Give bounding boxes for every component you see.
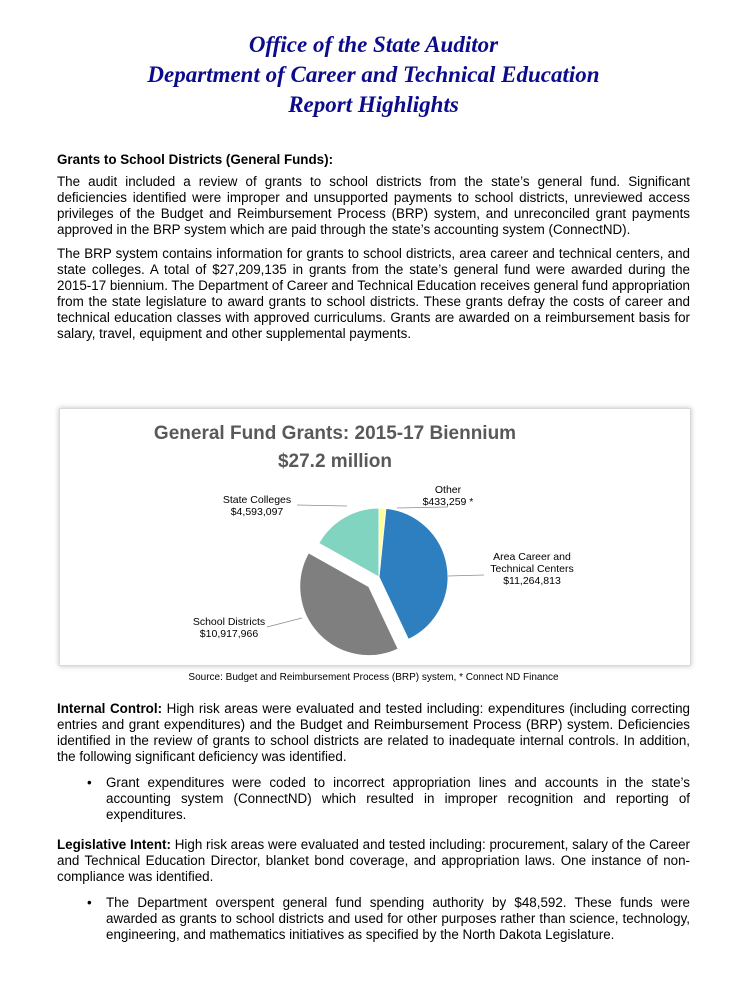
title-line-office: Office of the State Auditor xyxy=(248,32,499,57)
slice-label: Area Career and Technical Centers $11,264,813 xyxy=(490,551,574,587)
chart-container xyxy=(59,408,691,666)
findings-section xyxy=(57,701,690,943)
legislative-intent-bullet xyxy=(57,895,690,943)
slice-label: School Districts $10,917,966 xyxy=(192,616,266,640)
chart-title: General Fund Grants: 2015-17 Biennium xyxy=(153,423,517,444)
legislative-intent-bullet-text: The Department overspent general fund spending authority by $48,592. These funds were awarded as grants to school districts and used for other purposes rather than science, technology, engineering, and mathematics initiatives as specified by the North Dakota Legislature. xyxy=(106,895,690,942)
slice-label: Other $433,259 * xyxy=(422,484,474,508)
pie-slice-area-career-and-technical-centers xyxy=(379,508,448,639)
pie-slices xyxy=(300,508,448,656)
title-line-department: Department of Career and Technical Education xyxy=(147,62,600,87)
internal-control-paragraph xyxy=(57,701,690,765)
title-line-highlights: Report Highlights xyxy=(288,92,459,117)
internal-control-bullet xyxy=(57,775,690,823)
leader-line xyxy=(297,505,347,506)
chart-subtitle: $27.2 million xyxy=(277,451,393,472)
internal-control-list xyxy=(57,775,690,823)
legislative-intent-label: Legislative Intent: xyxy=(57,837,171,852)
bullet-icon: • xyxy=(87,895,92,910)
legislative-intent-list xyxy=(57,895,690,943)
internal-control-bullet-text: Grant expenditures were coded to incorrect appropriation lines and accounts in the state’s accounting system (ConnectND) which resulted in improper recognition and reporting of expenditures. xyxy=(106,775,690,822)
chart-source: Source: Budget and Reimbursement Process (BRP) system, * Connect ND Finance xyxy=(188,672,559,683)
leader-line xyxy=(267,618,302,627)
internal-control-text: High risk areas were evaluated and tested including: expenditures (including correcting entries and grant expenditures) and the Budget and Reimbursement Process (BRP) system. Deficiencies identified in the review of grants to school districts are related to inadequate internal controls. In addition, the following significant deficiency was identified. xyxy=(57,701,690,764)
grants-heading: Grants to School Districts (General Funds): xyxy=(57,152,334,167)
leader-line xyxy=(448,575,484,576)
legislative-intent-text: High risk areas were evaluated and tested including: procurement, salary of the Career and Technical Education Director, blanket bond coverage, and appropriation laws. One instance of non-compliance was identified. xyxy=(57,837,690,884)
pie-chart xyxy=(60,409,690,665)
report-title xyxy=(0,30,747,120)
bullet-icon: • xyxy=(87,775,92,790)
legislative-intent-paragraph xyxy=(57,837,690,885)
grants-paragraph-2: The BRP system contains information for grants to school districts, area career and technical centers, and state colleges. A total of $27,209,135 in grants from the state’s general fund were awarded during the 2015-17 biennium. The Department of Career and Technical Education receives general fund appropriation from the state legislature to award grants to school districts. These grants defray the costs of career and technical education classes with approved curriculums. Grants are awarded on a reimbursement basis for salary, travel, equipment and other supplemental payments. xyxy=(57,246,690,341)
internal-control-label: Internal Control: xyxy=(57,701,163,716)
grants-section xyxy=(57,152,690,350)
grants-paragraph-1: The audit included a review of grants to school districts from the state’s general fund. Significant deficiencies identified were improper and unsupported payments to school districts, unreviewed access privileges of the Budget and Reimbursement Process (BRP) system, and unreconciled grant payments approved in the BRP system which are paid through the state’s accounting system (ConnectND). xyxy=(57,174,690,237)
slice-label: State Colleges $4,593,097 xyxy=(222,494,292,518)
